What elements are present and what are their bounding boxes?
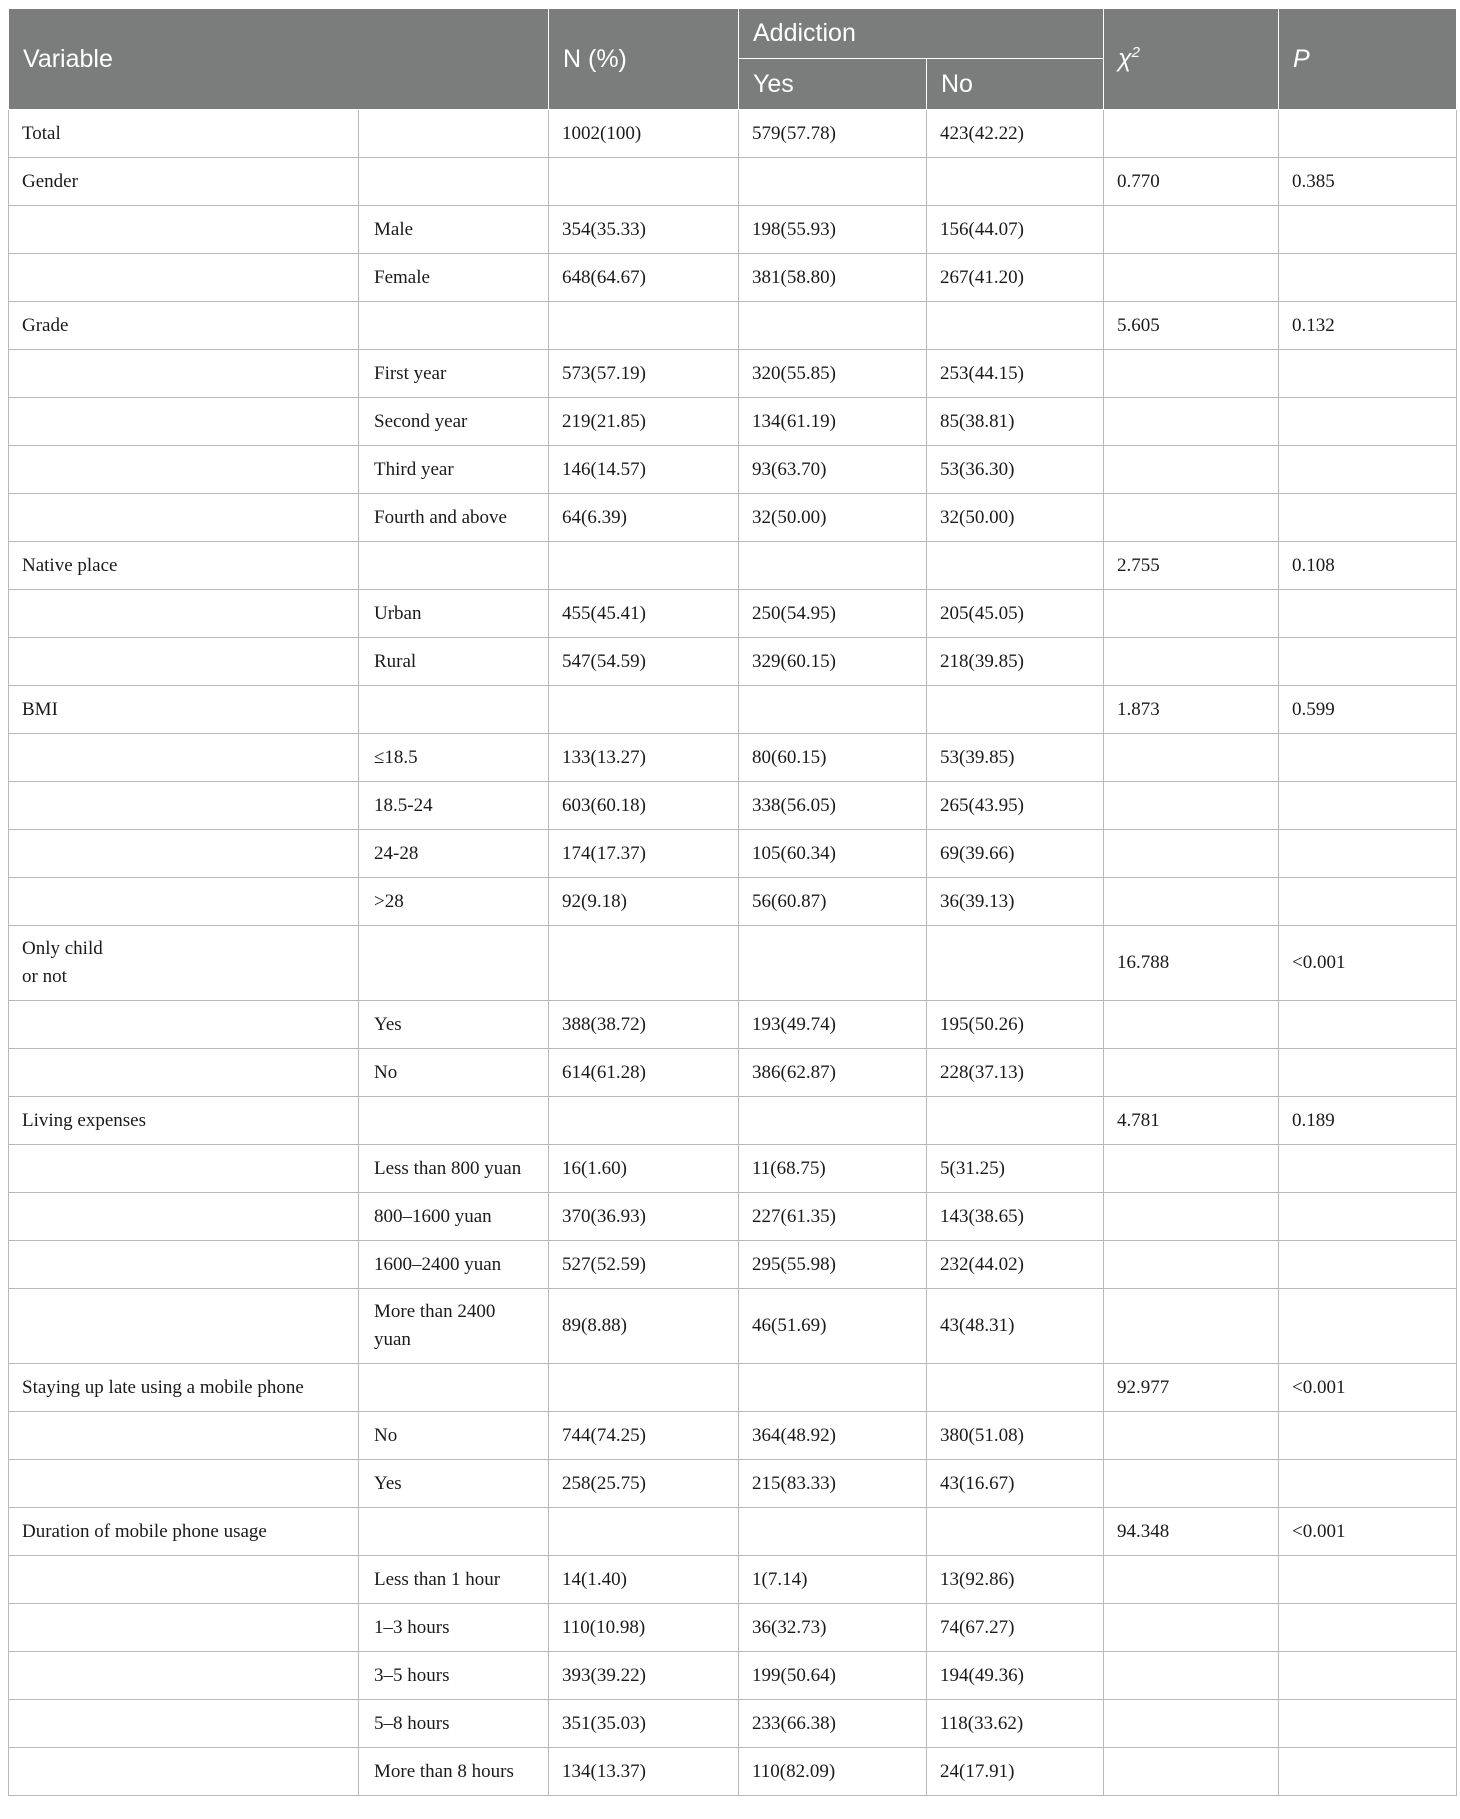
- cell-addiction-yes: 386(62.87): [739, 1049, 927, 1097]
- cell-variable: [9, 1193, 359, 1241]
- cell-subgroup: Fourth and above: [359, 494, 549, 542]
- cell-n-pct: 388(38.72): [549, 1001, 739, 1049]
- cell-subgroup: 1600–2400 yuan: [359, 1241, 549, 1289]
- header-n-pct: N (%): [549, 9, 739, 110]
- cell-p-value: 0.132: [1279, 302, 1457, 350]
- cell-addiction-yes: 381(58.80): [739, 254, 927, 302]
- cell-chi-square: [1104, 398, 1279, 446]
- cell-chi-square: 16.788: [1104, 926, 1279, 1001]
- cell-p-value: [1279, 1412, 1457, 1460]
- cell-subgroup: [359, 542, 549, 590]
- cell-chi-square: 2.755: [1104, 542, 1279, 590]
- cell-subgroup: First year: [359, 350, 549, 398]
- cell-subgroup: [359, 1097, 549, 1145]
- cell-addiction-no: 228(37.13): [927, 1049, 1104, 1097]
- cell-p-value: 0.108: [1279, 542, 1457, 590]
- cell-subgroup: Urban: [359, 590, 549, 638]
- cell-p-value: [1279, 1460, 1457, 1508]
- cell-p-value: [1279, 1049, 1457, 1097]
- cell-addiction-yes: 233(66.38): [739, 1700, 927, 1748]
- cell-chi-square: [1104, 446, 1279, 494]
- cell-n-pct: [549, 686, 739, 734]
- cell-variable: [9, 1748, 359, 1796]
- cell-addiction-no: 85(38.81): [927, 398, 1104, 446]
- cell-addiction-yes: [739, 926, 927, 1001]
- cell-addiction-no: [927, 302, 1104, 350]
- cell-p-value: [1279, 638, 1457, 686]
- table-row: [9, 1652, 1457, 1700]
- table-row: [9, 1001, 1457, 1049]
- chi-symbol: χ: [1118, 44, 1132, 73]
- cell-p-value: 0.599: [1279, 686, 1457, 734]
- cell-p-value: [1279, 1604, 1457, 1652]
- cell-variable: [9, 1001, 359, 1049]
- cell-addiction-yes: 1(7.14): [739, 1556, 927, 1604]
- cell-chi-square: [1104, 1145, 1279, 1193]
- cell-addiction-yes: 250(54.95): [739, 590, 927, 638]
- cell-n-pct: 573(57.19): [549, 350, 739, 398]
- cell-variable: BMI: [9, 686, 359, 734]
- header-no: No: [927, 59, 1104, 110]
- cell-n-pct: 603(60.18): [549, 782, 739, 830]
- cell-chi-square: 92.977: [1104, 1364, 1279, 1412]
- cell-chi-square: 0.770: [1104, 158, 1279, 206]
- cell-n-pct: [549, 1364, 739, 1412]
- table-row: [9, 1700, 1457, 1748]
- cell-addiction-no: 43(16.67): [927, 1460, 1104, 1508]
- cell-variable: [9, 782, 359, 830]
- cell-p-value: [1279, 734, 1457, 782]
- cell-addiction-yes: 105(60.34): [739, 830, 927, 878]
- cell-n-pct: 64(6.39): [549, 494, 739, 542]
- cell-variable: Duration of mobile phone usage: [9, 1508, 359, 1556]
- cell-chi-square: [1104, 1556, 1279, 1604]
- table-row: [9, 1604, 1457, 1652]
- cell-addiction-yes: 295(55.98): [739, 1241, 927, 1289]
- cell-subgroup: 1–3 hours: [359, 1604, 549, 1652]
- cell-subgroup: Male: [359, 206, 549, 254]
- cell-addiction-yes: [739, 686, 927, 734]
- cell-addiction-yes: 364(48.92): [739, 1412, 927, 1460]
- cell-subgroup: [359, 1364, 549, 1412]
- cell-p-value: [1279, 1748, 1457, 1796]
- table-header: [9, 9, 1457, 110]
- cell-variable: [9, 1289, 359, 1364]
- cell-n-pct: 258(25.75): [549, 1460, 739, 1508]
- cell-variable: [9, 830, 359, 878]
- cell-subgroup: 24-28: [359, 830, 549, 878]
- table-row: [9, 782, 1457, 830]
- cell-variable: [9, 254, 359, 302]
- cell-subgroup: More than 2400 yuan: [359, 1289, 549, 1364]
- cell-variable: [9, 1604, 359, 1652]
- header-variable: Variable: [9, 9, 549, 110]
- cell-addiction-no: 32(50.00): [927, 494, 1104, 542]
- cell-n-pct: 370(36.93): [549, 1193, 739, 1241]
- cell-n-pct: 219(21.85): [549, 398, 739, 446]
- cell-subgroup: Third year: [359, 446, 549, 494]
- cell-addiction-no: 143(38.65): [927, 1193, 1104, 1241]
- table-row: [9, 542, 1457, 590]
- cell-chi-square: 1.873: [1104, 686, 1279, 734]
- cell-p-value: [1279, 1556, 1457, 1604]
- cell-p-value: [1279, 446, 1457, 494]
- cell-chi-square: [1104, 206, 1279, 254]
- cell-subgroup: Yes: [359, 1001, 549, 1049]
- table-row: [9, 110, 1457, 158]
- table-row: [9, 878, 1457, 926]
- cell-n-pct: 134(13.37): [549, 1748, 739, 1796]
- cell-subgroup: ≤18.5: [359, 734, 549, 782]
- cell-addiction-yes: 32(50.00): [739, 494, 927, 542]
- table-row: [9, 1556, 1457, 1604]
- cell-subgroup: 5–8 hours: [359, 1700, 549, 1748]
- table-row: [9, 1364, 1457, 1412]
- cell-addiction-no: [927, 686, 1104, 734]
- cell-addiction-no: 13(92.86): [927, 1556, 1104, 1604]
- cell-p-value: [1279, 1289, 1457, 1364]
- table-row: [9, 1460, 1457, 1508]
- cell-subgroup: [359, 1508, 549, 1556]
- cell-subgroup: Rural: [359, 638, 549, 686]
- cell-addiction-yes: 110(82.09): [739, 1748, 927, 1796]
- cell-addiction-yes: [739, 1364, 927, 1412]
- cell-addiction-yes: 338(56.05): [739, 782, 927, 830]
- cell-addiction-yes: 134(61.19): [739, 398, 927, 446]
- cell-variable: Total: [9, 110, 359, 158]
- cell-subgroup: [359, 686, 549, 734]
- cell-subgroup: Female: [359, 254, 549, 302]
- cell-addiction-no: 194(49.36): [927, 1652, 1104, 1700]
- cell-n-pct: 351(35.03): [549, 1700, 739, 1748]
- cell-chi-square: [1104, 1049, 1279, 1097]
- cell-addiction-yes: [739, 158, 927, 206]
- cell-p-value: [1279, 1241, 1457, 1289]
- cell-n-pct: 174(17.37): [549, 830, 739, 878]
- cell-addiction-no: [927, 1364, 1104, 1412]
- header-yes: Yes: [739, 59, 927, 110]
- cell-subgroup: 800–1600 yuan: [359, 1193, 549, 1241]
- cell-p-value: [1279, 254, 1457, 302]
- cell-p-value: [1279, 590, 1457, 638]
- cell-addiction-no: 53(39.85): [927, 734, 1104, 782]
- cell-variable: [9, 734, 359, 782]
- cell-addiction-yes: 320(55.85): [739, 350, 927, 398]
- cell-subgroup: [359, 926, 549, 1001]
- header-addiction: Addiction: [739, 9, 1104, 59]
- cell-variable: [9, 446, 359, 494]
- cell-chi-square: [1104, 350, 1279, 398]
- table-row: [9, 494, 1457, 542]
- cell-chi-square: [1104, 1652, 1279, 1700]
- cell-chi-square: [1104, 1193, 1279, 1241]
- cell-n-pct: [549, 302, 739, 350]
- table-row: [9, 1193, 1457, 1241]
- table-row: [9, 638, 1457, 686]
- cell-addiction-no: 74(67.27): [927, 1604, 1104, 1652]
- cell-subgroup: 18.5-24: [359, 782, 549, 830]
- cell-addiction-no: [927, 926, 1104, 1001]
- cell-chi-square: [1104, 110, 1279, 158]
- cell-subgroup: Second year: [359, 398, 549, 446]
- cell-p-value: [1279, 494, 1457, 542]
- table-row: [9, 1412, 1457, 1460]
- cell-addiction-yes: 199(50.64): [739, 1652, 927, 1700]
- cell-chi-square: 5.605: [1104, 302, 1279, 350]
- chi-superscript: 2: [1131, 44, 1141, 62]
- cell-variable: [9, 1556, 359, 1604]
- cell-n-pct: 547(54.59): [549, 638, 739, 686]
- cell-addiction-yes: 215(83.33): [739, 1460, 927, 1508]
- cell-addiction-no: 69(39.66): [927, 830, 1104, 878]
- cell-addiction-no: 218(39.85): [927, 638, 1104, 686]
- cell-subgroup: Yes: [359, 1460, 549, 1508]
- cell-addiction-yes: [739, 302, 927, 350]
- cell-addiction-yes: 329(60.15): [739, 638, 927, 686]
- table-row: [9, 1145, 1457, 1193]
- cell-chi-square: 94.348: [1104, 1508, 1279, 1556]
- cell-variable: Staying up late using a mobile phone: [9, 1364, 359, 1412]
- cell-addiction-yes: 193(49.74): [739, 1001, 927, 1049]
- table-row: [9, 1289, 1457, 1364]
- cell-variable: [9, 1652, 359, 1700]
- cell-addiction-yes: [739, 542, 927, 590]
- cell-chi-square: [1104, 590, 1279, 638]
- cell-addiction-no: 205(45.05): [927, 590, 1104, 638]
- table-body: [9, 110, 1457, 1796]
- cell-addiction-yes: 198(55.93): [739, 206, 927, 254]
- data-table: [8, 8, 1457, 1796]
- cell-addiction-no: 43(48.31): [927, 1289, 1104, 1364]
- cell-chi-square: [1104, 1412, 1279, 1460]
- cell-subgroup: Less than 1 hour: [359, 1556, 549, 1604]
- cell-chi-square: [1104, 1241, 1279, 1289]
- cell-n-pct: 527(52.59): [549, 1241, 739, 1289]
- cell-chi-square: [1104, 1001, 1279, 1049]
- cell-chi-square: [1104, 734, 1279, 782]
- cell-variable: Living expenses: [9, 1097, 359, 1145]
- cell-addiction-yes: 80(60.15): [739, 734, 927, 782]
- cell-n-pct: 110(10.98): [549, 1604, 739, 1652]
- cell-n-pct: 92(9.18): [549, 878, 739, 926]
- table-row: [9, 254, 1457, 302]
- cell-p-value: [1279, 206, 1457, 254]
- cell-addiction-yes: 46(51.69): [739, 1289, 927, 1364]
- cell-subgroup: 3–5 hours: [359, 1652, 549, 1700]
- cell-addiction-no: [927, 1097, 1104, 1145]
- table-row: [9, 1748, 1457, 1796]
- table-row: [9, 446, 1457, 494]
- cell-chi-square: [1104, 1604, 1279, 1652]
- table-row: [9, 350, 1457, 398]
- cell-addiction-yes: [739, 1508, 927, 1556]
- cell-subgroup: No: [359, 1412, 549, 1460]
- cell-p-value: [1279, 878, 1457, 926]
- cell-addiction-no: 195(50.26): [927, 1001, 1104, 1049]
- cell-variable: [9, 1460, 359, 1508]
- table-row: [9, 1241, 1457, 1289]
- cell-n-pct: [549, 1097, 739, 1145]
- cell-n-pct: 16(1.60): [549, 1145, 739, 1193]
- cell-p-value: [1279, 782, 1457, 830]
- cell-n-pct: [549, 926, 739, 1001]
- cell-variable: Only child or not: [9, 926, 359, 1001]
- cell-chi-square: [1104, 878, 1279, 926]
- cell-n-pct: 14(1.40): [549, 1556, 739, 1604]
- cell-variable: [9, 1241, 359, 1289]
- cell-n-pct: [549, 158, 739, 206]
- cell-variable: [9, 878, 359, 926]
- cell-n-pct: 455(45.41): [549, 590, 739, 638]
- cell-p-value: [1279, 1652, 1457, 1700]
- cell-addiction-no: [927, 542, 1104, 590]
- cell-variable: [9, 350, 359, 398]
- table-row: [9, 206, 1457, 254]
- cell-addiction-no: 232(44.02): [927, 1241, 1104, 1289]
- cell-variable: [9, 206, 359, 254]
- table-row: [9, 398, 1457, 446]
- cell-p-value: [1279, 1145, 1457, 1193]
- table-row: [9, 1508, 1457, 1556]
- cell-n-pct: 133(13.27): [549, 734, 739, 782]
- cell-addiction-yes: 579(57.78): [739, 110, 927, 158]
- cell-chi-square: [1104, 1289, 1279, 1364]
- cell-chi-square: [1104, 494, 1279, 542]
- cell-subgroup: Less than 800 yuan: [359, 1145, 549, 1193]
- cell-p-value: 0.385: [1279, 158, 1457, 206]
- cell-p-value: [1279, 110, 1457, 158]
- cell-subgroup: [359, 302, 549, 350]
- cell-subgroup: [359, 158, 549, 206]
- cell-p-value: <0.001: [1279, 926, 1457, 1001]
- cell-n-pct: 648(64.67): [549, 254, 739, 302]
- table-row: [9, 1097, 1457, 1145]
- cell-variable: [9, 638, 359, 686]
- cell-chi-square: [1104, 830, 1279, 878]
- cell-addiction-no: 5(31.25): [927, 1145, 1104, 1193]
- cell-addiction-no: 265(43.95): [927, 782, 1104, 830]
- cell-addiction-yes: 11(68.75): [739, 1145, 927, 1193]
- cell-addiction-no: 253(44.15): [927, 350, 1104, 398]
- table-row: [9, 686, 1457, 734]
- table-row: [9, 590, 1457, 638]
- cell-chi-square: [1104, 1460, 1279, 1508]
- cell-variable: [9, 1145, 359, 1193]
- cell-addiction-no: 423(42.22): [927, 110, 1104, 158]
- cell-addiction-no: [927, 158, 1104, 206]
- cell-p-value: [1279, 830, 1457, 878]
- cell-n-pct: [549, 542, 739, 590]
- table-row: [9, 734, 1457, 782]
- cell-variable: [9, 1412, 359, 1460]
- header-p-value: P: [1279, 9, 1457, 110]
- cell-addiction-no: 36(39.13): [927, 878, 1104, 926]
- cell-subgroup: No: [359, 1049, 549, 1097]
- cell-variable: [9, 1700, 359, 1748]
- table-row: [9, 158, 1457, 206]
- cell-variable: [9, 398, 359, 446]
- cell-n-pct: 744(74.25): [549, 1412, 739, 1460]
- table-row: [9, 926, 1457, 1001]
- cell-addiction-yes: 36(32.73): [739, 1604, 927, 1652]
- cell-variable: Gender: [9, 158, 359, 206]
- cell-subgroup: [359, 110, 549, 158]
- cell-p-value: [1279, 350, 1457, 398]
- cell-p-value: 0.189: [1279, 1097, 1457, 1145]
- header-chi-square: [1104, 9, 1279, 110]
- cell-chi-square: [1104, 254, 1279, 302]
- cell-addiction-yes: 93(63.70): [739, 446, 927, 494]
- cell-n-pct: 393(39.22): [549, 1652, 739, 1700]
- cell-addiction-yes: [739, 1097, 927, 1145]
- cell-addiction-no: [927, 1508, 1104, 1556]
- cell-chi-square: [1104, 782, 1279, 830]
- cell-variable: [9, 494, 359, 542]
- cell-addiction-no: 24(17.91): [927, 1748, 1104, 1796]
- cell-chi-square: 4.781: [1104, 1097, 1279, 1145]
- cell-addiction-yes: 227(61.35): [739, 1193, 927, 1241]
- cell-variable: Grade: [9, 302, 359, 350]
- cell-addiction-no: 118(33.62): [927, 1700, 1104, 1748]
- cell-addiction-no: 156(44.07): [927, 206, 1104, 254]
- cell-variable: Native place: [9, 542, 359, 590]
- cell-n-pct: 354(35.33): [549, 206, 739, 254]
- cell-addiction-no: 380(51.08): [927, 1412, 1104, 1460]
- cell-addiction-no: 267(41.20): [927, 254, 1104, 302]
- cell-addiction-yes: 56(60.87): [739, 878, 927, 926]
- table-row: [9, 830, 1457, 878]
- cell-p-value: [1279, 1193, 1457, 1241]
- cell-p-value: <0.001: [1279, 1508, 1457, 1556]
- cell-n-pct: [549, 1508, 739, 1556]
- table-row: [9, 1049, 1457, 1097]
- cell-p-value: <0.001: [1279, 1364, 1457, 1412]
- cell-variable: [9, 1049, 359, 1097]
- cell-p-value: [1279, 1700, 1457, 1748]
- cell-variable: [9, 590, 359, 638]
- cell-n-pct: 614(61.28): [549, 1049, 739, 1097]
- table-row: [9, 302, 1457, 350]
- cell-p-value: [1279, 1001, 1457, 1049]
- cell-n-pct: 89(8.88): [549, 1289, 739, 1364]
- cell-n-pct: 1002(100): [549, 110, 739, 158]
- cell-addiction-no: 53(36.30): [927, 446, 1104, 494]
- cell-n-pct: 146(14.57): [549, 446, 739, 494]
- cell-subgroup: More than 8 hours: [359, 1748, 549, 1796]
- cell-chi-square: [1104, 1700, 1279, 1748]
- cell-p-value: [1279, 398, 1457, 446]
- cell-subgroup: >28: [359, 878, 549, 926]
- cell-chi-square: [1104, 1748, 1279, 1796]
- cell-chi-square: [1104, 638, 1279, 686]
